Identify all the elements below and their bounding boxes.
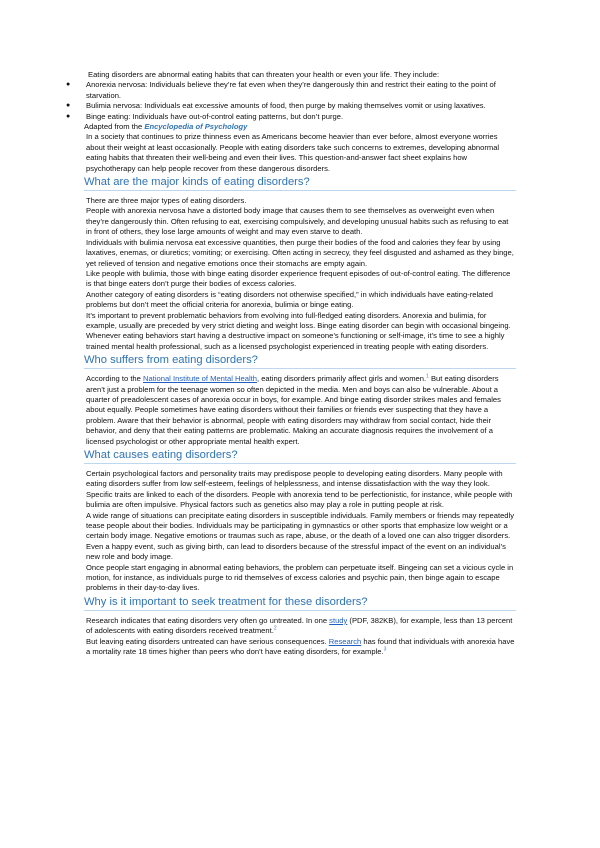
heading-kinds: What are the major kinds of eating disorders? xyxy=(84,176,516,191)
paragraph: Another category of eating disorders is “eating disorders not otherwise specified,” in which individuals have eating-related problems but don’t meet the official criteria for anorexia, bulimia or binge eating. xyxy=(86,289,493,310)
footnote-ref[interactable]: 3 xyxy=(383,646,387,653)
paragraph: Individuals with bulimia nervosa eat excessive quantities, then purge their bodies of the food and calories they fear by using laxatives, enemas, or diuretics; vomiting; or exercising. Often acting in secrecy, they feel disgusted and ashamed as they binge, yet relieved of tension and negative emotions once their stomachs are empty again. xyxy=(86,237,514,268)
source-title: Encyclopedia of Psychology xyxy=(144,122,248,132)
list-item: ● Binge eating: Individuals have out-of-control eating patterns, but don’t purge. xyxy=(66,111,344,121)
paragraph: There are three major types of eating disorders. xyxy=(86,196,247,206)
intro-text: Eating disorders are abnormal eating habits that can threaten your health or even your life. They include: xyxy=(88,70,440,79)
footnote-ref[interactable]: 1 xyxy=(426,373,429,380)
section-causes xyxy=(84,466,516,594)
section-why xyxy=(84,613,516,658)
paragraph: Research indicates that eating disorders very often go untreated. In one study (PDF, 382KB), for example, less than 13 percent of adolescents with eating disorders received treatment.$^2$ xyxy=(86,615,513,636)
paragraph: Like people with bulimia, those with binge eating disorder experience frequent episodes of out-of-control eating. The difference is that binge eaters don’t purge their bodies of excess calories. xyxy=(86,268,511,289)
heading-causes: What causes eating disorders? xyxy=(84,449,516,464)
heading-why: Why is it important to seek treatment for these disorders? xyxy=(84,596,516,611)
opening-paragraph: In a society that continues to prize thinness even as Americans become heavier than ever before, almost everyone worries about their weight at least occasionally. People with eating disorders take such concerns to extremes, developing abnormal eating habits that threaten their well-being and even their lives. This question-and-answer fact sheet explains how psychotherapy can help people recover from these dangerous disorders. xyxy=(86,132,500,173)
document-body xyxy=(66,70,516,658)
list-item: ● Bulimia nervosa: Individuals eat excessive amounts of food, then purge by making themselves vomit or using laxatives. xyxy=(66,101,486,111)
list-item: ● Anorexia nervosa: Individuals believe they’re fat even when they’re dangerously thin and restrict their eating to the point of starvation. xyxy=(66,80,496,100)
opening-block xyxy=(84,122,516,174)
bullet-icon: ● xyxy=(66,102,71,110)
nimh-link[interactable]: National Institute of Mental Health xyxy=(143,374,257,384)
paragraph: Specific traits are linked to each of the disorders. People with anorexia tend to be perfectionistic, for instance, while people with bulimia are often impulsive. Physical factors such as genetics also may play a role in putting people at risk. xyxy=(86,489,513,510)
paragraph: People with anorexia nervosa have a distorted body image that causes them to see themselves as overweight even when they’re dangerously thin. Often refusing to eat, exercising compulsively, and developing unusual habits such as refusing to eat in front of others, they lose large amounts of weight and may even starve to death. xyxy=(86,206,509,237)
section-kinds xyxy=(84,193,516,352)
paragraph: Certain psychological factors and personality traits may predispose people to developing eating disorders. Many people with eating disorders suffer from low self-esteem, feelings of helplessness, and intense dissatisfaction with the way they look. xyxy=(86,469,503,489)
paragraph: But leaving eating disorders untreated can have serious consequences. Research has found that individuals with anorexia have a mortality rate 18 times higher than peers who don’t have eating disorders, for example.$^3$ xyxy=(86,636,515,657)
section-who xyxy=(84,371,516,447)
paragraph: A wide range of situations can precipitate eating disorders in susceptible individuals. Family members or friends may repeatedly tease people about their bodies. Individuals may be participating in gymnastics or other sports that emphasize low weight or a certain body image. Negative emotions or traumas such as rape, abuse, or the death of a loved one can also trigger disorders. Even a happy event, such as giving birth, can lead to disorders because of the stressful impact of the event on an individual’s new role and body image. xyxy=(86,510,514,562)
bullet-icon: ● xyxy=(66,81,71,89)
disorder-list xyxy=(66,80,516,122)
heading-who: Who suffers from eating disorders? xyxy=(84,354,516,369)
bullet-icon: ● xyxy=(66,112,71,120)
source-attribution: Adapted from the Encyclopedia of Psychology xyxy=(84,122,248,132)
paragraph: According to the National Institute of Mental Health, eating disorders primarily affect girls and women.$^1$ But eating disorders aren’t just a problem for the teenage women so often depicted in the media. Men and boys can also be vulnerable. About a quarter of preadolescent cases of anorexia occur in boys, for example. And binge eating disorder strikes males and females about equally. People sometimes have eating disorders without their families or friends ever suspecting that they have a problem. Aware that their behavior is abnormal, people with eating disorders may withdraw from social contact, hide their behavior, and deny that their eating patterns are problematic. Making an accurate diagnosis requires the involvement of a licensed psychologist or other appropriate mental health expert. xyxy=(86,373,501,446)
study-link[interactable]: study xyxy=(329,615,348,625)
paragraph: Once people start engaging in abnormal eating behaviors, the problem can perpetuate itself. Bingeing can set a vicious cycle in motion, for instance, as individuals purge to rid themselves of excess calories and psychic pain, then binge again to escape problems in their day-to-day lives. xyxy=(86,562,514,593)
footnote-ref[interactable]: 2 xyxy=(273,625,277,632)
research-link[interactable]: Research xyxy=(328,636,362,646)
paragraph: It’s important to prevent problematic behaviors from evolving into full-fledged eating disorders. Anorexia and bulimia, for example, usually are preceded by very strict dieting and weight loss. Binge eating disorder can begin with occasional bingeing. Whenever eating behaviors start having a destructive impact on someone’s functioning or self-image, it’s time to see a highly trained mental health professional, such as a licensed psychologist experienced in treating people with eating disorders. xyxy=(86,310,511,351)
